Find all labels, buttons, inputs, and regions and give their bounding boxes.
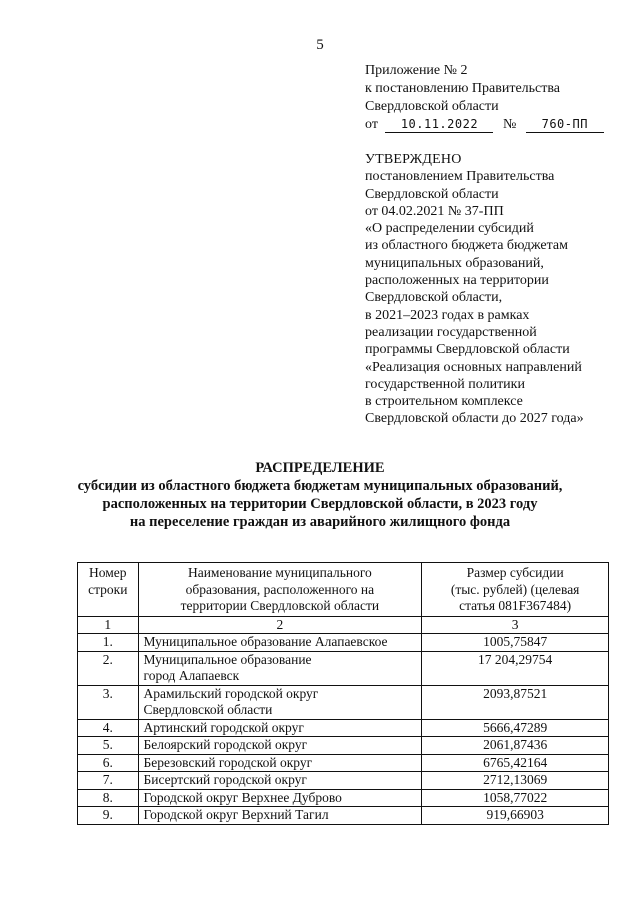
column-number: 3 bbox=[422, 616, 609, 634]
title-line: расположенных на территории Свердловской области, в 2023 году bbox=[102, 496, 538, 512]
title-heading: РАСПРЕДЕЛЕНИЕ bbox=[255, 460, 385, 476]
subsidy-table bbox=[77, 562, 609, 825]
table-row bbox=[78, 719, 609, 737]
name-line: Муниципальное образование bbox=[143, 651, 312, 667]
appendix-block bbox=[365, 62, 625, 134]
municipality-name bbox=[138, 651, 422, 685]
approved-line: реализации государственной bbox=[365, 324, 537, 340]
row-number: 5. bbox=[78, 737, 139, 755]
approved-line: в строительном комплексе bbox=[365, 394, 523, 410]
name-line: Бисертский городской округ bbox=[143, 772, 307, 787]
municipality-name bbox=[138, 719, 422, 737]
appendix-line: Приложение № 2 bbox=[365, 63, 468, 78]
approved-line: муниципальных образований, bbox=[365, 255, 544, 271]
approved-block bbox=[365, 151, 625, 428]
appendix-date-line bbox=[365, 116, 625, 134]
approved-line: Свердловской области bbox=[365, 186, 499, 202]
table-row bbox=[78, 789, 609, 807]
subsidy-value: 2093,87521 bbox=[422, 685, 609, 719]
document-title bbox=[0, 459, 640, 531]
approved-heading: УТВЕРЖДЕНО bbox=[365, 152, 462, 167]
page-number: 5 bbox=[316, 37, 324, 53]
municipality-name bbox=[138, 789, 422, 807]
row-number: 9. bbox=[78, 807, 139, 825]
municipality-name bbox=[138, 754, 422, 772]
row-number: 1. bbox=[78, 634, 139, 652]
municipality-name bbox=[138, 737, 422, 755]
municipality-name bbox=[138, 685, 422, 719]
row-number: 2. bbox=[78, 651, 139, 685]
column-number: 2 bbox=[138, 616, 422, 634]
name-line: Городской округ Верхний Тагил bbox=[143, 807, 329, 822]
approved-line: из областного бюджета бюджетам bbox=[365, 238, 568, 254]
number-label: № bbox=[502, 117, 517, 132]
appendix-line: к постановлению Правительства bbox=[365, 81, 561, 96]
header-subsidy bbox=[422, 563, 609, 617]
from-label: от bbox=[365, 117, 378, 132]
subsidy-value: 2061,87436 bbox=[422, 737, 609, 755]
table-row bbox=[78, 807, 609, 825]
title-line: субсидии из областного бюджета бюджетам муниципальных образований, bbox=[77, 478, 563, 494]
approved-line: в 2021–2023 годах в рамках bbox=[365, 307, 530, 323]
table-row bbox=[78, 737, 609, 755]
approved-line: программы Свердловской области bbox=[365, 342, 570, 358]
table-row bbox=[78, 772, 609, 790]
row-number: 4. bbox=[78, 719, 139, 737]
table-header-row bbox=[78, 563, 609, 617]
header-text: Размер субсидии bbox=[466, 565, 564, 580]
header-text: Наименование муниципального bbox=[187, 565, 372, 580]
table-row bbox=[78, 634, 609, 652]
row-number: 6. bbox=[78, 754, 139, 772]
subsidy-value: 919,66903 bbox=[422, 807, 609, 825]
header-text: строки bbox=[88, 581, 128, 597]
approved-line: Свердловской области до 2027 года» bbox=[365, 411, 584, 427]
municipality-name bbox=[138, 772, 422, 790]
approved-line: «Реализация основных направлений bbox=[365, 359, 582, 375]
title-line: на переселение граждан из аварийного жилищного фонда bbox=[129, 514, 511, 530]
subsidy-value: 6765,42164 bbox=[422, 754, 609, 772]
name-line: Городской округ Верхнее Дуброво bbox=[143, 789, 342, 805]
name-line: город Алапаевск bbox=[143, 668, 240, 683]
header-text: Номер bbox=[88, 565, 127, 580]
subsidy-value: 2712,13069 bbox=[422, 772, 609, 790]
row-number: 3. bbox=[78, 685, 139, 719]
approved-line: от 04.02.2021 № 37-ПП bbox=[365, 203, 504, 219]
name-line: Свердловской области bbox=[143, 702, 273, 717]
row-number: 7. bbox=[78, 772, 139, 790]
approved-line: расположенных на территории bbox=[365, 273, 549, 289]
name-line: Белоярский городской округ bbox=[143, 737, 308, 752]
municipality-name bbox=[138, 634, 422, 652]
subsidy-value: 5666,47289 bbox=[422, 719, 609, 737]
name-line: Арамильский городской округ bbox=[143, 685, 319, 701]
header-row-number bbox=[78, 563, 139, 617]
decree-date: 10.11.2022 bbox=[385, 117, 493, 133]
header-text: образования, расположенного на bbox=[185, 581, 375, 597]
column-number-row bbox=[78, 616, 609, 634]
name-line: Муниципальное образование Алапаевское bbox=[143, 634, 388, 649]
appendix-line: Свердловской области bbox=[365, 99, 499, 114]
header-text: (тыс. рублей) (целевая bbox=[450, 581, 580, 597]
name-line: Березовский городской округ bbox=[143, 754, 313, 770]
header-text: статья 081F367484) bbox=[459, 598, 572, 613]
table-row bbox=[78, 685, 609, 719]
subsidy-value: 1058,77022 bbox=[422, 789, 609, 807]
row-number: 8. bbox=[78, 789, 139, 807]
municipality-name bbox=[138, 807, 422, 825]
subsidy-value: 1005,75847 bbox=[422, 634, 609, 652]
header-text: территории Свердловской области bbox=[180, 598, 380, 613]
approved-line: «О распределении субсидий bbox=[365, 221, 534, 237]
name-line: Артинский городской округ bbox=[143, 719, 304, 735]
table-row bbox=[78, 754, 609, 772]
column-number: 1 bbox=[78, 616, 139, 634]
decree-number: 760-ПП bbox=[526, 117, 604, 133]
approved-line: государственной политики bbox=[365, 376, 525, 392]
approved-line: постановлением Правительства bbox=[365, 169, 555, 185]
approved-line: Свердловской области, bbox=[365, 290, 503, 306]
header-municipality bbox=[138, 563, 422, 617]
subsidy-value: 17 204,29754 bbox=[422, 651, 609, 685]
table-row bbox=[78, 651, 609, 685]
